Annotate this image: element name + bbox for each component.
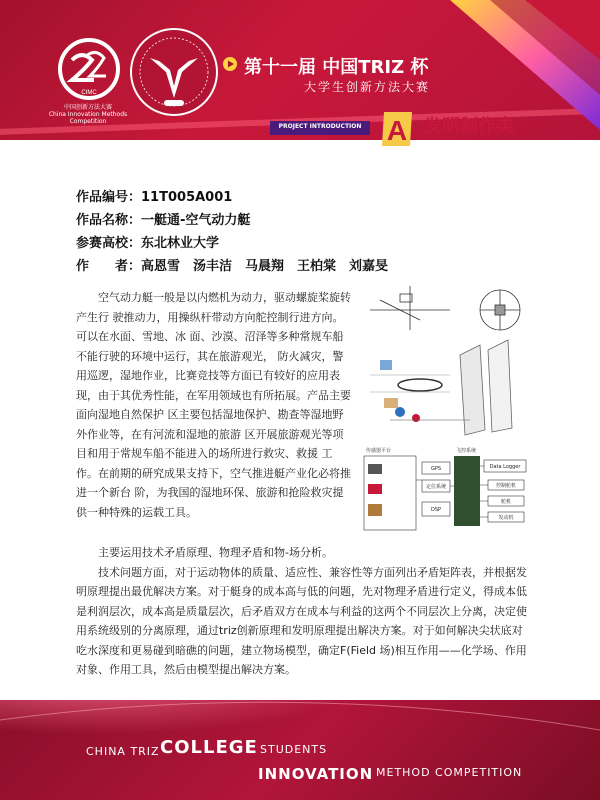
cimc-badge-text: CIMC [81, 90, 97, 96]
control-system-block-diagram [364, 447, 526, 530]
event-title: 第十一届 中国TRIZ 杯 [244, 57, 429, 78]
block-engine: 发动机 [498, 515, 514, 521]
block-positioning: 定位系统 [425, 484, 447, 490]
airboat-diagram [360, 280, 530, 534]
project-info [76, 186, 388, 278]
logo-caption [38, 104, 138, 125]
block-servo-control: 控制舵机 [495, 483, 517, 489]
method-intro: 主要运用技术矛盾原理、物理矛盾和物-场分析。 [98, 546, 333, 559]
description-paragraph: 空气动力艇一般是以内燃机为动力，驱动螺旋桨旋转产生行 驶推动力，用操纵杆带动方向舵控制行进方向。可以在水面、雪地、冰 面、沙漠、沼泽等多种常规车船不能行驶的环境中运行，其在旅游观光， 防火减灾，警用巡逻，湿地作业，比赛竞技等方面已有较好的应用表现，由于其优秀性能，在军用领域也有所拓展。产品主要面向湿地自然保护 区主要包括湿地保护、勘查等湿地野外作业等，在有河流和湿地的旅游 区开展旅游观光等项目和用于常规车船不能进入的场所进行救灾、救援 工作。在前期的研究成果支持下，空气推进艇产业化必将推进一个新台 阶，为我国的湿地环保、旅游和抢险救灾提供一种特殊的运载工具。 [76, 291, 351, 519]
school-value: 东北林业大学 [141, 236, 220, 251]
block-gps: GPS [430, 466, 442, 472]
block-servo: 舵机 [500, 499, 512, 505]
school-label: 参赛高校： [76, 236, 142, 251]
id-value: 11T005A001 [141, 190, 233, 205]
triz-cup-emblem-icon [128, 26, 220, 118]
sensor-panel-title: 传感器平台 [366, 448, 392, 454]
category-title: 发明制作类 [424, 116, 514, 137]
info-row-id [76, 186, 388, 209]
info-row-name [76, 209, 388, 232]
method-detail: 技术问题方面，对于运动物体的质量、适应性、兼容性等方面列出矛盾矩阵表，并根据发明原理提出最优解决方案。对于艇身的成本高与低的问题，先对物理矛盾进行定义，得成本低是利润层次，成本高是质量层次，后矛盾双方在成本与利益的这两个不同层次上分离，决定使用系统级别的分离原理，通过triz创新原理和发明原理提出解决方案。对于如何解决尖状底对吃水深度和更易碰到暗礁的问题，建立物场模型，确定F(Field 场)相互作用——化学场、作用对象、作用工具，然后由模型提出解决方案。 [76, 565, 527, 676]
footer-college: COLLEGE [160, 737, 258, 758]
name-label: 作品名称： [76, 213, 142, 228]
logo-caption-en: China Innovation Methods Competition [48, 111, 128, 125]
info-row-authors [76, 255, 388, 278]
project-intro-tag-text: PROJECT INTRODUCTION [278, 123, 362, 130]
authors-value: 高恩雪 汤丰洁 马晨翔 王柏棠 刘嘉旻 [141, 259, 389, 274]
cimc-logo-icon [58, 38, 120, 100]
system-title: 飞控系统 [456, 448, 477, 454]
play-arrow-icon [222, 56, 238, 72]
method-section [76, 543, 528, 680]
footer-innovation: INNOVATION [258, 765, 374, 783]
airboat-3d-model [370, 340, 512, 435]
category-letter-badge [380, 110, 414, 148]
footer-students: STUDENTS [260, 743, 328, 756]
category-letter: A [386, 115, 408, 146]
block-data-logger: Data Logger [489, 464, 521, 470]
logo-caption-cn: 中国创新方法大赛 [63, 104, 112, 111]
name-value: 一艇通-空气动力艇 [141, 213, 251, 228]
airboat-schematic [370, 286, 520, 330]
footer-china-triz: CHINA TRIZ [86, 745, 160, 758]
authors-label: 作 者： [76, 259, 142, 274]
footer-method-competition: METHOD COMPETITION [376, 766, 523, 779]
block-dsp: DSP [430, 507, 442, 513]
id-label: 作品编号： [76, 190, 142, 205]
event-subtitle: 大学生创新方法大赛 [304, 80, 431, 94]
info-row-school [76, 232, 388, 255]
